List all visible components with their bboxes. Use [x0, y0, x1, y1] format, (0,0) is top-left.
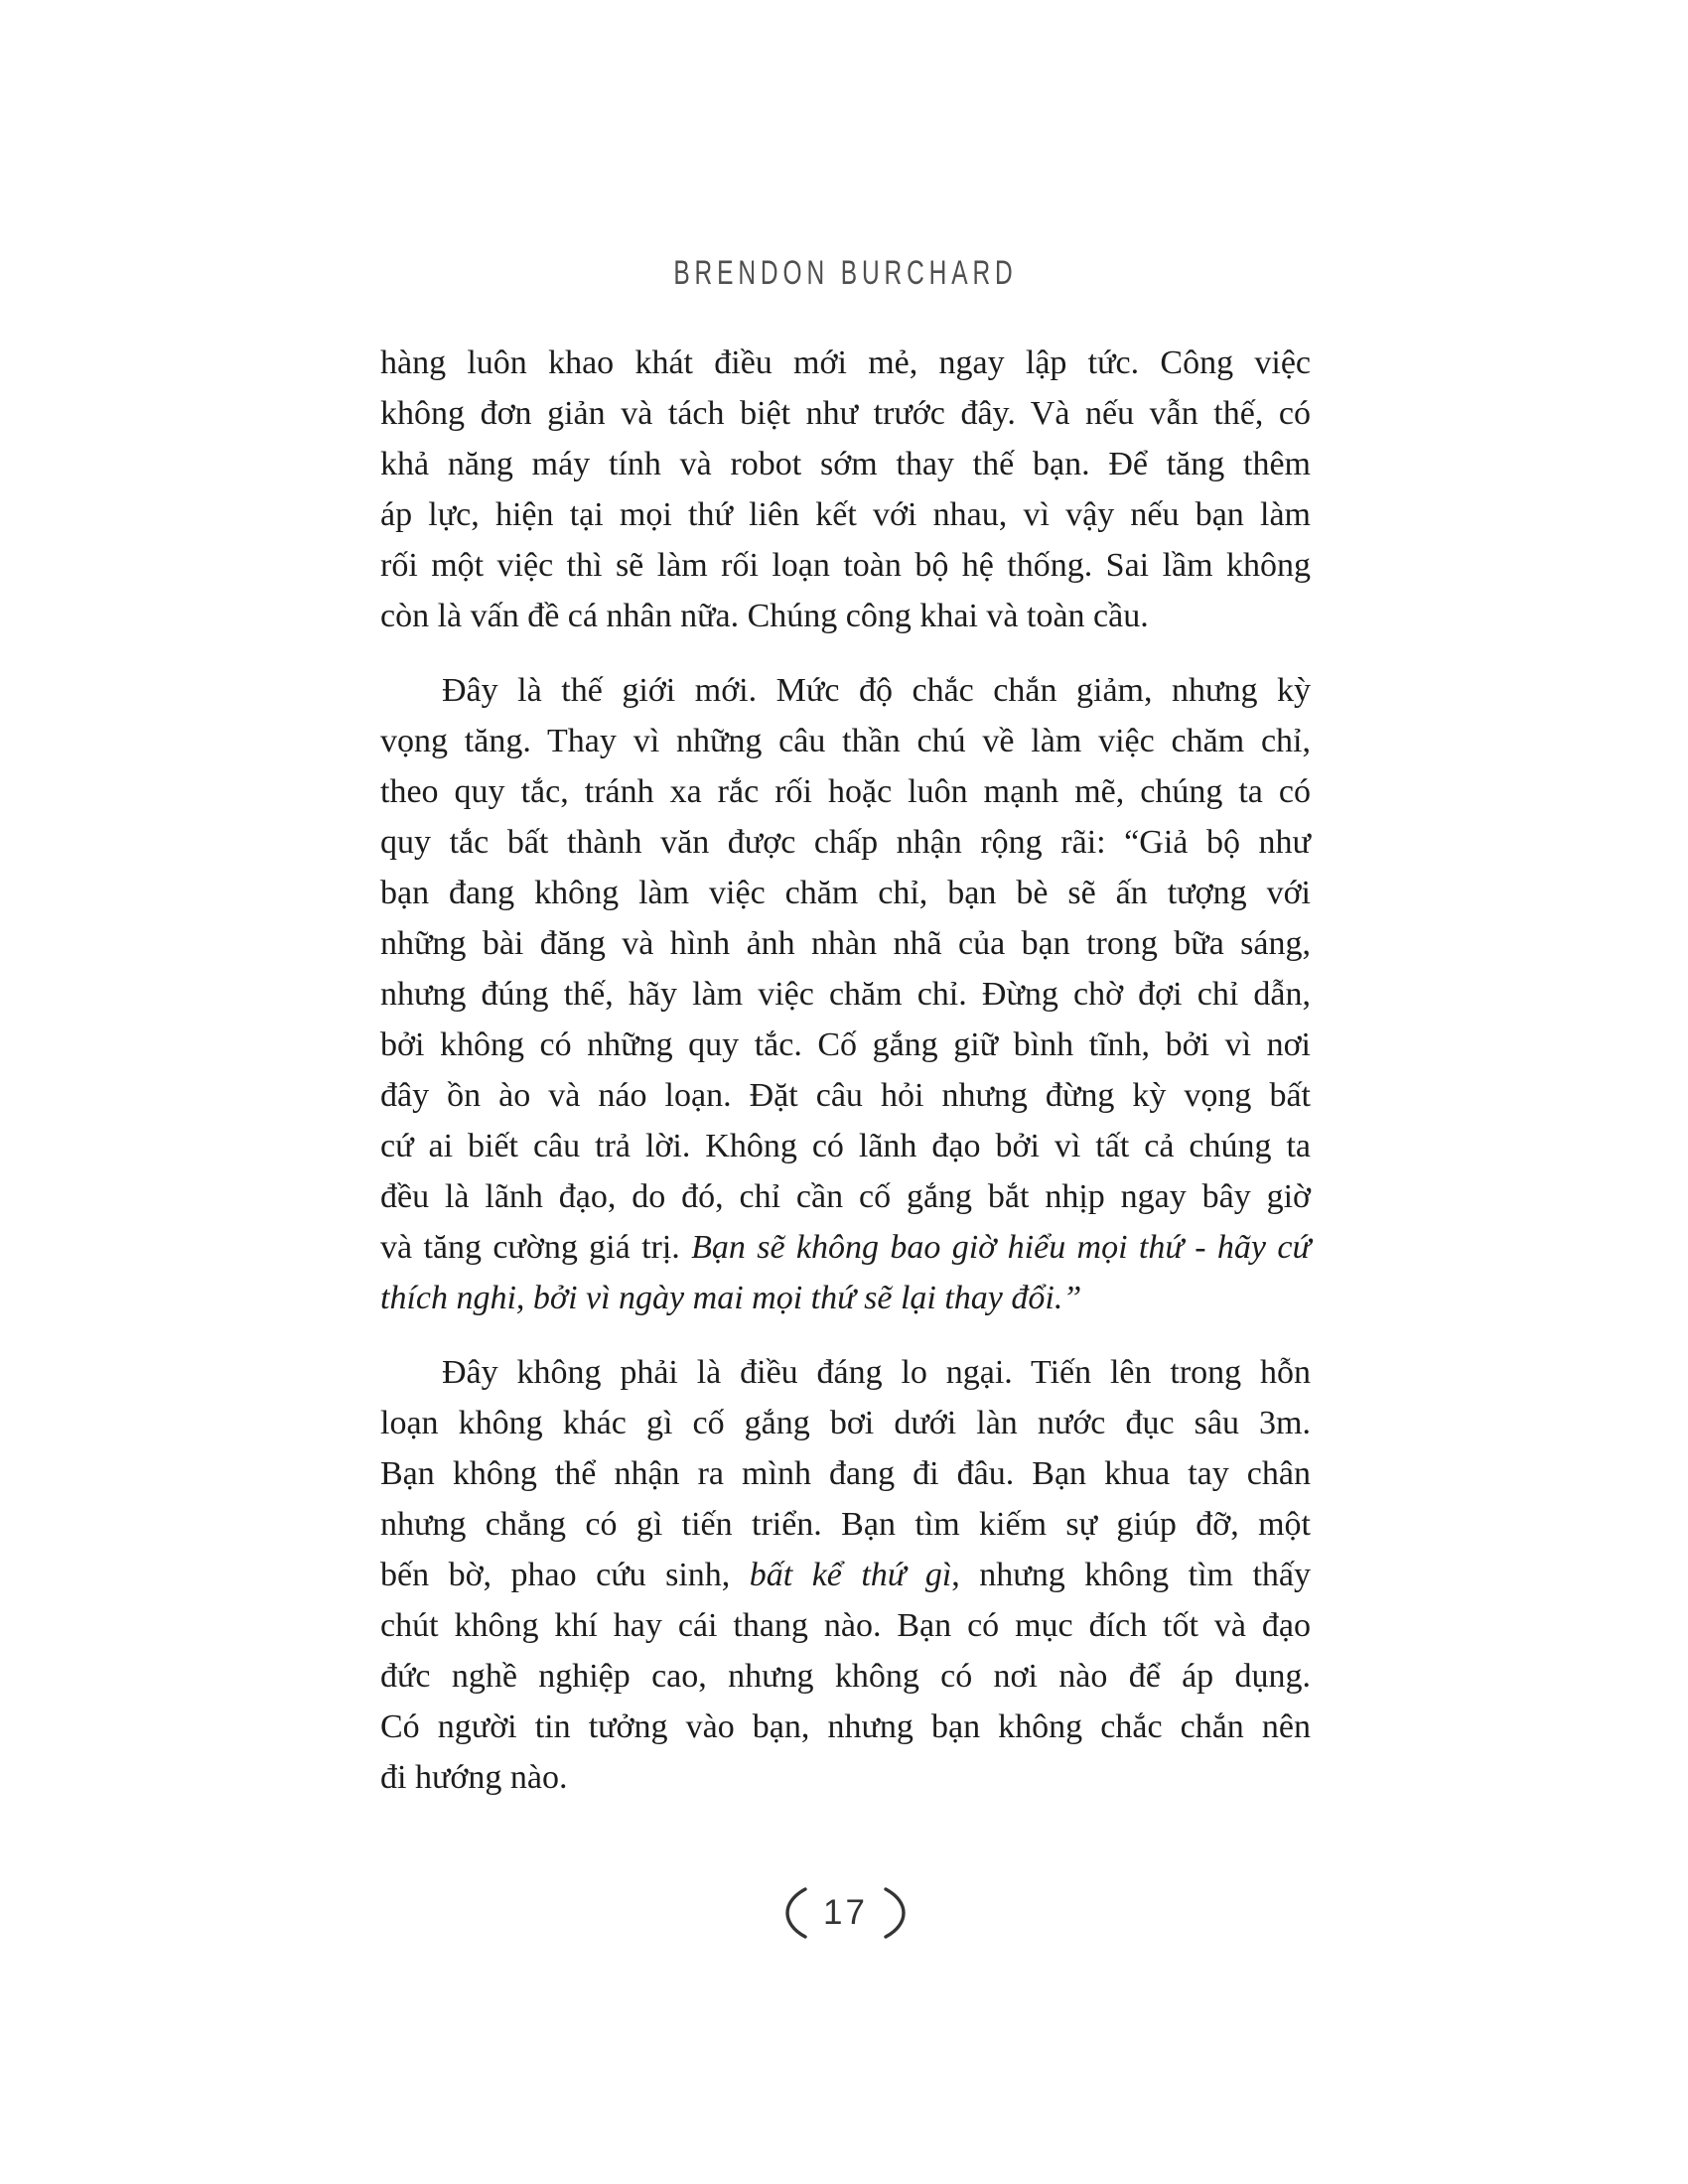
- text-line: Đây không phải là điều đáng lo ngại. Tiến lên trong hỗn: [442, 1354, 1311, 1391]
- text-line: cứ ai biết câu trả lời. Không có lãnh đạo bởi vì tất cả chúng ta: [380, 1128, 1311, 1164]
- paragraph: [380, 1347, 1311, 1803]
- text-line: rối một việc thì sẽ làm rối loạn toàn bộ hệ thống. Sai lầm không: [380, 547, 1311, 584]
- paragraph: [380, 665, 1311, 1323]
- paragraph: [380, 338, 1311, 641]
- page-number-footer: [380, 1884, 1311, 1942]
- text-line: không đơn giản và tách biệt như trước đây. Và nếu vẫn thế, có: [380, 395, 1311, 432]
- text-line: đều là lãnh đạo, do đó, chỉ cần cố gắng bắt nhịp ngay bây giờ: [380, 1178, 1311, 1215]
- text-line: áp lực, hiện tại mọi thứ liên kết với nhau, vì vậy nếu bạn làm: [380, 496, 1311, 533]
- text-line: đây ồn ào và náo loạn. Đặt câu hỏi nhưng đừng kỳ vọng bất: [380, 1077, 1311, 1114]
- running-header-text: BRENDON BURCHARD: [673, 254, 1018, 292]
- text-line: loạn không khác gì cố gắng bơi dưới làn nước đục sâu 3m.: [380, 1405, 1311, 1441]
- text-line: thích nghi, bởi vì ngày mai mọi thứ sẽ lại thay đổi.”: [380, 1280, 1082, 1316]
- text-line: còn là vấn đề cá nhân nữa. Chúng công khai và toàn cầu.: [380, 598, 1149, 634]
- text-line: hàng luôn khao khát điều mới mẻ, ngay lập tức. Công việc: [380, 344, 1311, 381]
- text-line: nhưng chẳng có gì tiến triển. Bạn tìm kiếm sự giúp đỡ, một: [380, 1506, 1311, 1543]
- running-header: [380, 254, 1311, 293]
- text-line: đi hướng nào.: [380, 1759, 568, 1796]
- text-line: và tăng cường giá trị. Bạn sẽ không bao giờ hiểu mọi thứ - hãy cứ: [380, 1229, 1311, 1266]
- text-line: khả năng máy tính và robot sớm thay thế bạn. Để tăng thêm: [380, 446, 1311, 482]
- left-arc-icon: [774, 1885, 810, 1941]
- text-line: Bạn không thể nhận ra mình đang đi đâu. Bạn khua tay chân: [380, 1455, 1311, 1492]
- text-line: theo quy tắc, tránh xa rắc rối hoặc luôn mạnh mẽ, chúng ta có: [380, 773, 1311, 810]
- text-line: bởi không có những quy tắc. Cố gắng giữ bình tĩnh, bởi vì nơi: [380, 1026, 1311, 1063]
- text-line: nhưng đúng thế, hãy làm việc chăm chỉ. Đừng chờ đợi chỉ dẫn,: [380, 976, 1311, 1013]
- text-line: chút không khí hay cái thang nào. Bạn có mục đích tốt và đạo: [380, 1607, 1311, 1644]
- text-line: Có người tin tưởng vào bạn, nhưng bạn không chắc chắn nên: [380, 1708, 1311, 1745]
- right-arc-icon: [881, 1885, 917, 1941]
- text-line: đức nghề nghiệp cao, nhưng không có nơi nào để áp dụng.: [380, 1658, 1311, 1695]
- text-line: quy tắc bất thành văn được chấp nhận rộng rãi: “Giả bộ như: [380, 824, 1311, 861]
- text-line: vọng tăng. Thay vì những câu thần chú về làm việc chăm chỉ,: [380, 723, 1311, 759]
- page-number: 17: [823, 1892, 868, 1932]
- page-body: [380, 338, 1311, 1803]
- text-line: bạn đang không làm việc chăm chỉ, bạn bè sẽ ấn tượng với: [380, 875, 1311, 911]
- text-line: Đây là thế giới mới. Mức độ chắc chắn giảm, nhưng kỳ: [442, 672, 1311, 709]
- text-line: bến bờ, phao cứu sinh, bất kể thứ gì, nhưng không tìm thấy: [380, 1557, 1312, 1593]
- text-line: những bài đăng và hình ảnh nhàn nhã của bạn trong bữa sáng,: [380, 925, 1311, 962]
